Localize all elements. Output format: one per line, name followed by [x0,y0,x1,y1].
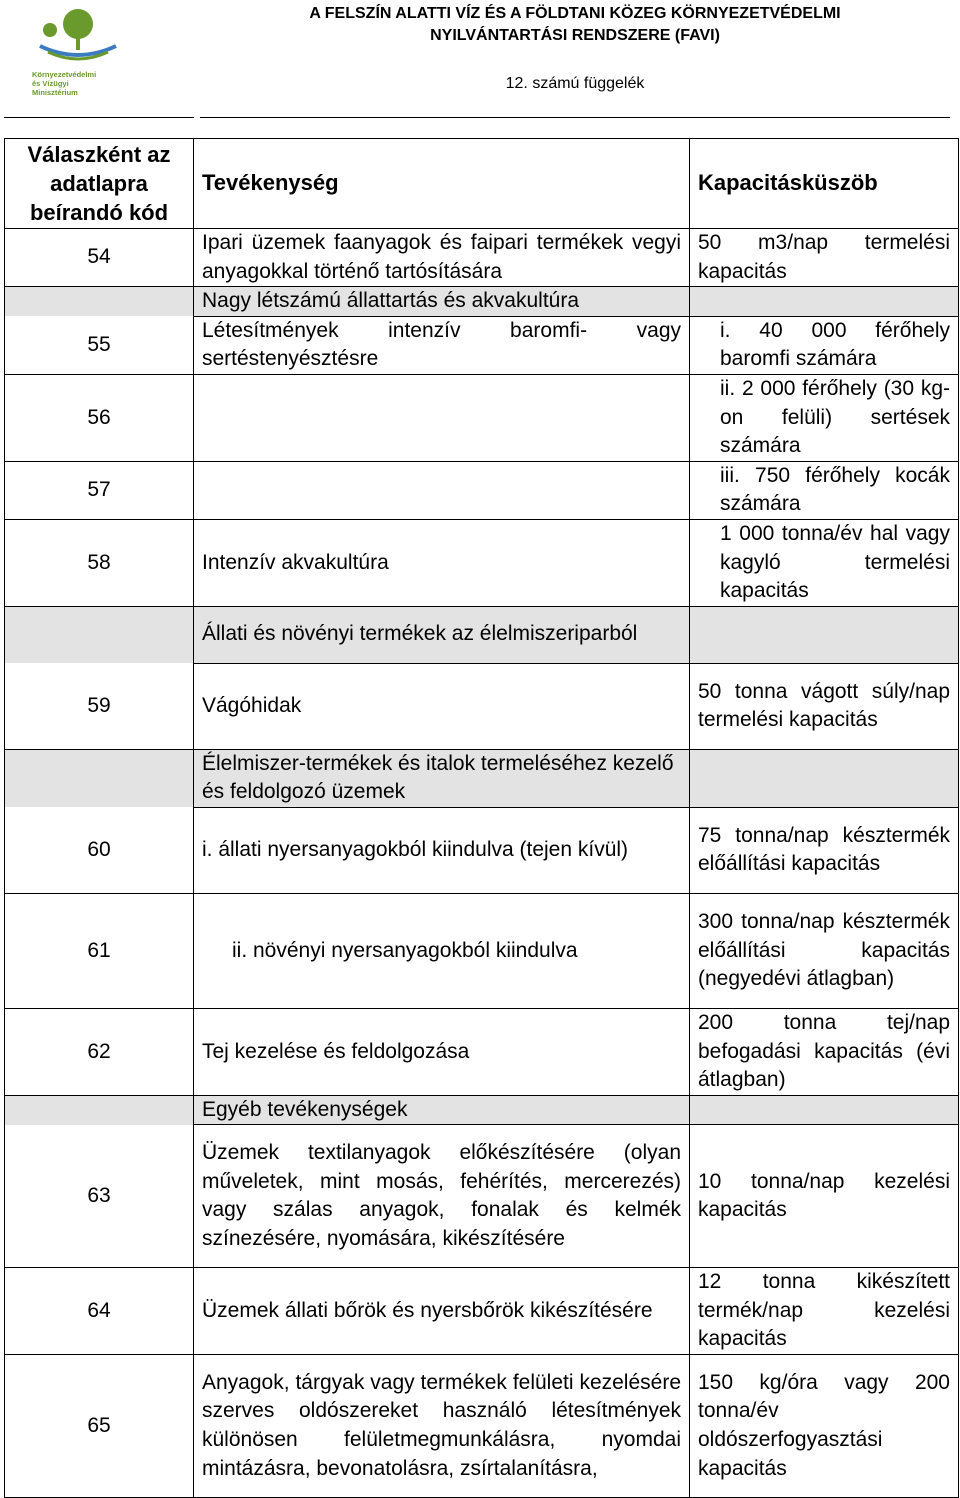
table-row [5,229,959,287]
row-threshold: 1 000 tonna/év hal vagy kagyló termelési kapacitás [690,519,959,606]
row-activity: Tej kezelése és feldolgozása [194,1008,690,1095]
appendix-label: 12. számú függelék [505,75,645,92]
row-code: 62 [5,1008,194,1095]
row-code: 58 [5,519,194,606]
section-row [5,749,959,807]
header-threshold: Kapacitásküszöb [690,139,959,229]
table-row [5,1008,959,1095]
row-threshold: ii. 2 000 férőhely (30 kg-on felüli) sertések számára [690,374,959,461]
tree-logo-icon [28,6,128,68]
row-activity: i. állati nyersanyagokból kiindulva (tejen kívül) [194,807,690,893]
row-threshold: 50 tonna vágott súly/nap termelési kapacitás [690,663,959,749]
section-row [5,1095,959,1125]
row-activity: Létesítmények intenzív baromfi- vagy sertéstenyésztésre [194,316,690,374]
table-row [5,807,959,893]
page-header [0,0,960,120]
row-code: 63 [5,1125,194,1268]
row-code: 55 [5,316,194,374]
row-activity: ii. növényi nyersanyagokból kiindulva [194,893,690,1008]
row-threshold: 300 tonna/nap késztermék előállítási kapacitás (negyedévi átlagban) [690,893,959,1008]
table-row [5,1268,959,1355]
header-rule-left [4,117,194,118]
row-activity: Vágóhidak [194,663,690,749]
table-header-row [5,139,959,229]
table-row [5,374,959,461]
section-row [5,606,959,663]
row-activity: Üzemek állati bőrök és nyersbőrök kikészítésére [194,1268,690,1355]
logo-text-line1: Környezetvédelmi [32,70,97,79]
row-activity: Anyagok, tárgyak vagy termékek felületi kezelésére szerves oldószereket használó létesítmények különösen felületmegmunkálásra, nyomdai mintázásra, bevonatolásra, zsírtalanításra, [194,1355,690,1498]
row-threshold: iii. 750 férőhely kocák számára [690,461,959,519]
table-row [5,893,959,1008]
row-code: 57 [5,461,194,519]
row-threshold: 50 m3/nap termelési kapacitás [690,229,959,287]
logo-text-line3: Minisztérium [32,88,78,97]
table-row [5,461,959,519]
row-threshold: 12 tonna kikészített termék/nap kezelési kapacitás [690,1268,959,1355]
row-code: 56 [5,374,194,461]
row-threshold: 75 tonna/nap késztermék előállítási kapacitás [690,807,959,893]
row-code: 61 [5,893,194,1008]
section-row [5,287,959,317]
row-threshold: 150 kg/óra vagy 200 tonna/év oldószerfogyasztási kapacitás [690,1355,959,1498]
section-title: Élelmiszer-termékek és italok termeléséhez kezelő és feldolgozó üzemek [194,749,690,807]
row-activity: Intenzív akvakultúra [194,519,690,606]
header-code: Válaszként az adatlapra beírandó kód [5,139,194,229]
logo-text [32,70,132,97]
document-title-line2: NYILVÁNTARTÁSI RENDSZERE (FAVI) [430,27,720,44]
row-code: 59 [5,663,194,749]
activity-threshold-table [4,138,959,1498]
table-row [5,1355,959,1498]
row-code: 54 [5,229,194,287]
row-code: 60 [5,807,194,893]
row-code: 64 [5,1268,194,1355]
table-row [5,316,959,374]
table-row [5,1125,959,1268]
section-title: Egyéb tevékenységek [194,1095,690,1125]
logo-text-line2: és Vízügyi [32,79,69,88]
header-activity: Tevékenység [194,139,690,229]
row-threshold: 10 tonna/nap kezelési kapacitás [690,1125,959,1268]
section-title: Nagy létszámú állattartás és akvakultúra [194,287,690,317]
document-title-line1: A FELSZÍN ALATTI VÍZ ÉS A FÖLDTANI KÖZEG KÖRNYEZETVÉDELMI [309,5,841,22]
row-threshold: i. 40 000 férőhely baromfi számára [690,316,959,374]
row-code: 65 [5,1355,194,1498]
row-threshold: 200 tonna tej/nap befogadási kapacitás (évi átlagban) [690,1008,959,1095]
row-activity: Ipari üzemek faanyagok és faipari termékek vegyi anyagokkal történő tartósítására [194,229,690,287]
table-row [5,519,959,606]
row-activity: Üzemek textilanyagok előkészítésére (olyan műveletek, mint mosás, fehérítés, mercerezés) vagy szálas anyagok, fonalak és kelmék színezésére, nyomására, kikészítésére [194,1125,690,1268]
ministry-logo [28,6,128,106]
section-title: Állati és növényi termékek az élelmiszeriparból [194,606,690,663]
table-row [5,663,959,749]
header-rule [200,117,950,118]
